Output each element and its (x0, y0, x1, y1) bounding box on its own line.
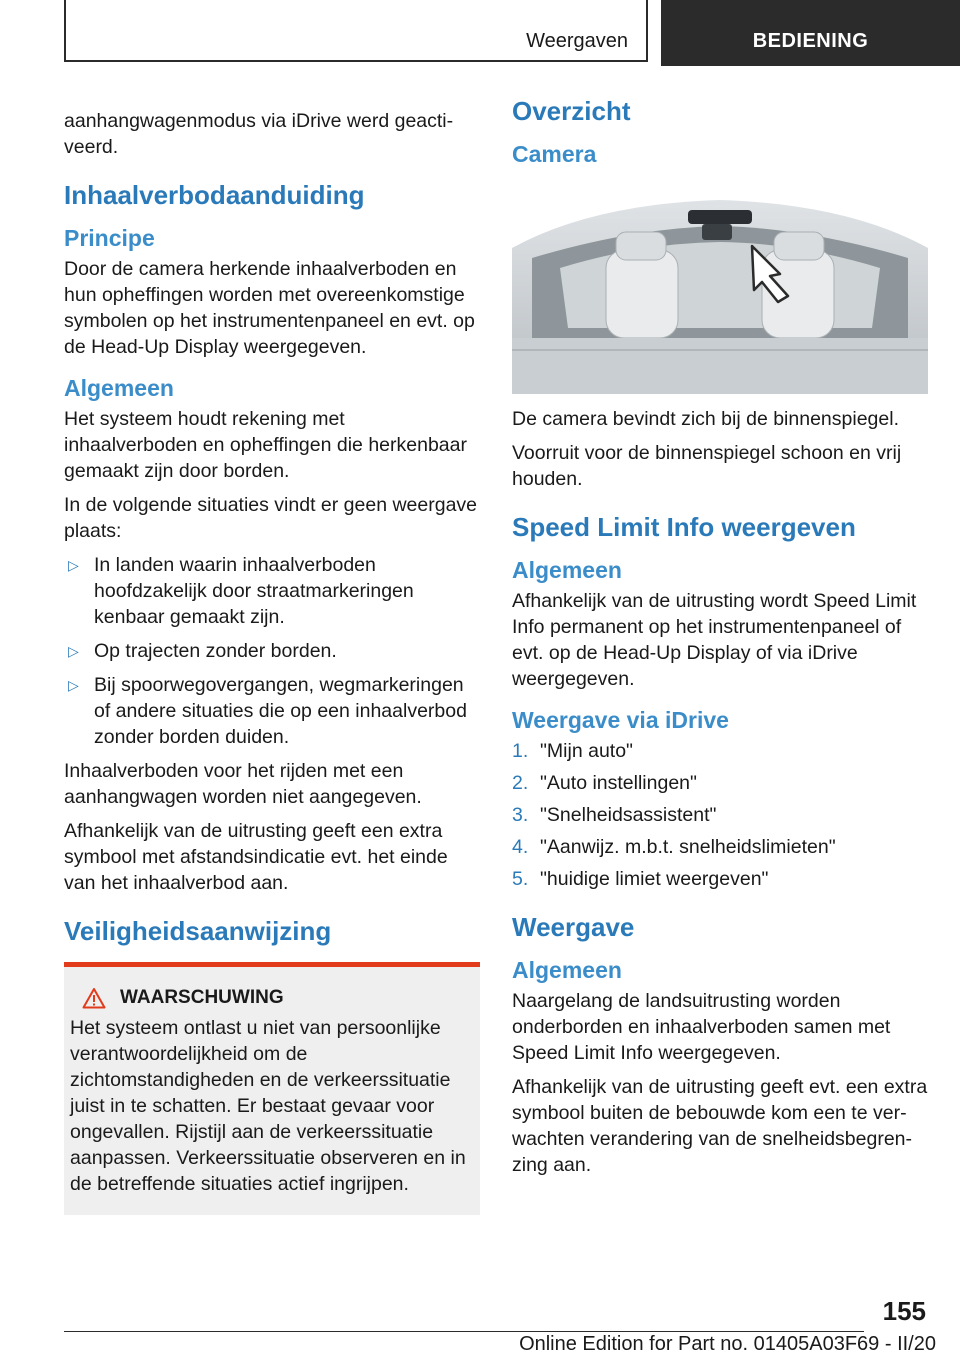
weergave-text-2: Afhankelijk van de uitrusting geeft evt. een extra symbool buiten de bebouwde kom een te verwachten verandering van de snelheidsbegrenzing aan. (512, 1076, 928, 1176)
list-item: 5. "huidige limiet weergeven" (512, 868, 769, 890)
list-item: 1. "Mijn auto" (512, 740, 633, 762)
heading-algemeen-weergave: Algemeen (512, 957, 622, 983)
warning-triangle-icon (82, 987, 106, 1009)
warning-box (64, 962, 480, 1215)
triangle-bullet-icon: ▷ (68, 677, 79, 693)
algemeen-text-1: Het systeem houdt rekening met inhaalverboden en opheffingen die herkenbaar gemaakt zijn door borden. (64, 408, 467, 482)
warning-title: WAARSCHUWING (120, 987, 284, 1008)
list-item: 3. "Snelheidsassistent" (512, 804, 717, 826)
page-header (0, 0, 960, 66)
heading-inhaalverbodaanduiding: Inhaalverbodaanduiding (64, 180, 365, 210)
header-frame (64, 0, 648, 62)
warning-text: Het systeem ontlast u niet van persoonlijke verantwoordelijkheid om de zichtomstandigheden en de verkeerssituatie juist in te schatten. Er bestaat gevaar voor ongevallen. Rijstijl aan de verkeerssituatie aanpassen. Verkeerssituatie observeren en in de betreffende situaties actief ingrijpen. (70, 1017, 466, 1195)
left-column (64, 108, 480, 1215)
weergave-text-1: Naargelang de landsuitrusting worden onderborden en inhaalverboden samen met Speed Limit Info weergegeven. (512, 990, 891, 1064)
heading-algemeen: Algemeen (64, 375, 174, 401)
camera-location-text: De camera bevindt zich bij de binnenspiegel. (512, 408, 899, 430)
windscreen-text: Voorruit voor de binnenspiegel schoon en vrij houden. (512, 442, 902, 490)
footer-divider (64, 1331, 864, 1332)
algemeen-text-2: In de volgende situaties vindt er geen weergave plaats: (64, 494, 478, 542)
speed-limit-text: Afhankelijk van de uitrusting wordt Speed Limit Info permanent op het instrumentenpaneel of evt. op de Head-Up Display of via iDrive weergegeven. (512, 590, 917, 690)
page-number: 155 (882, 1296, 926, 1326)
extra-symbol-text: Afhankelijk van de uitrusting geeft een extra symbool met afstandsindicatie evt. het einde van het inhaalverbod aan. (64, 820, 448, 894)
right-column (512, 96, 928, 1186)
situation-list (64, 552, 480, 750)
heading-principe: Principe (64, 225, 155, 251)
header-section-title: Weergaven (526, 30, 628, 52)
heading-camera: Camera (512, 141, 597, 167)
list-item: 2. "Auto instellingen" (512, 772, 697, 794)
heading-weergave-idrive: Weergave via iDrive (512, 707, 729, 733)
camera-location-photo (512, 188, 928, 394)
idrive-steps (512, 738, 928, 892)
edition-text: Online Edition for Part no. 01405A03F69 - II/20 (519, 1333, 936, 1355)
trailer-text: Inhaalverboden voor het rijden met een aanhangwagen worden niet aangegeven. (64, 760, 422, 808)
list-item: 4. "Aanwijz. m.b.t. snelheidslimieten" (512, 836, 836, 858)
heading-weergave: Weergave (512, 912, 635, 942)
list-item: ▷ Op trajecten zonder borden. (68, 640, 337, 662)
principe-text: Door de camera herkende inhaalverboden en hun opheffingen worden met overeenkomstige symbolen op het instrumentenpaneel en evt. op de Head-Up Display weergegeven. (64, 258, 475, 358)
heading-overzicht: Overzicht (512, 96, 631, 126)
triangle-bullet-icon: ▷ (68, 643, 79, 659)
intro-text: aanhangwagenmodus via iDrive werd geactiveerd. (64, 110, 454, 158)
list-item: ▷ In landen waarin inhaalverboden hoofdzakelijk door straatmarkeringen kenbaar gemaakt zijn. (68, 554, 414, 628)
triangle-bullet-icon: ▷ (68, 557, 79, 573)
heading-speed-limit-info: Speed Limit Info weergeven (512, 512, 856, 542)
header-chapter-tab: BEDIENING (661, 0, 960, 66)
list-item: ▷ Bij spoorwegovergangen, wegmarkeringen of andere situaties die op een inhaalverbod zonder borden duiden. (68, 674, 467, 748)
heading-veiligheidsaanwijzing: Veiligheidsaanwijzing (64, 916, 332, 946)
heading-algemeen-speed: Algemeen (512, 557, 622, 583)
